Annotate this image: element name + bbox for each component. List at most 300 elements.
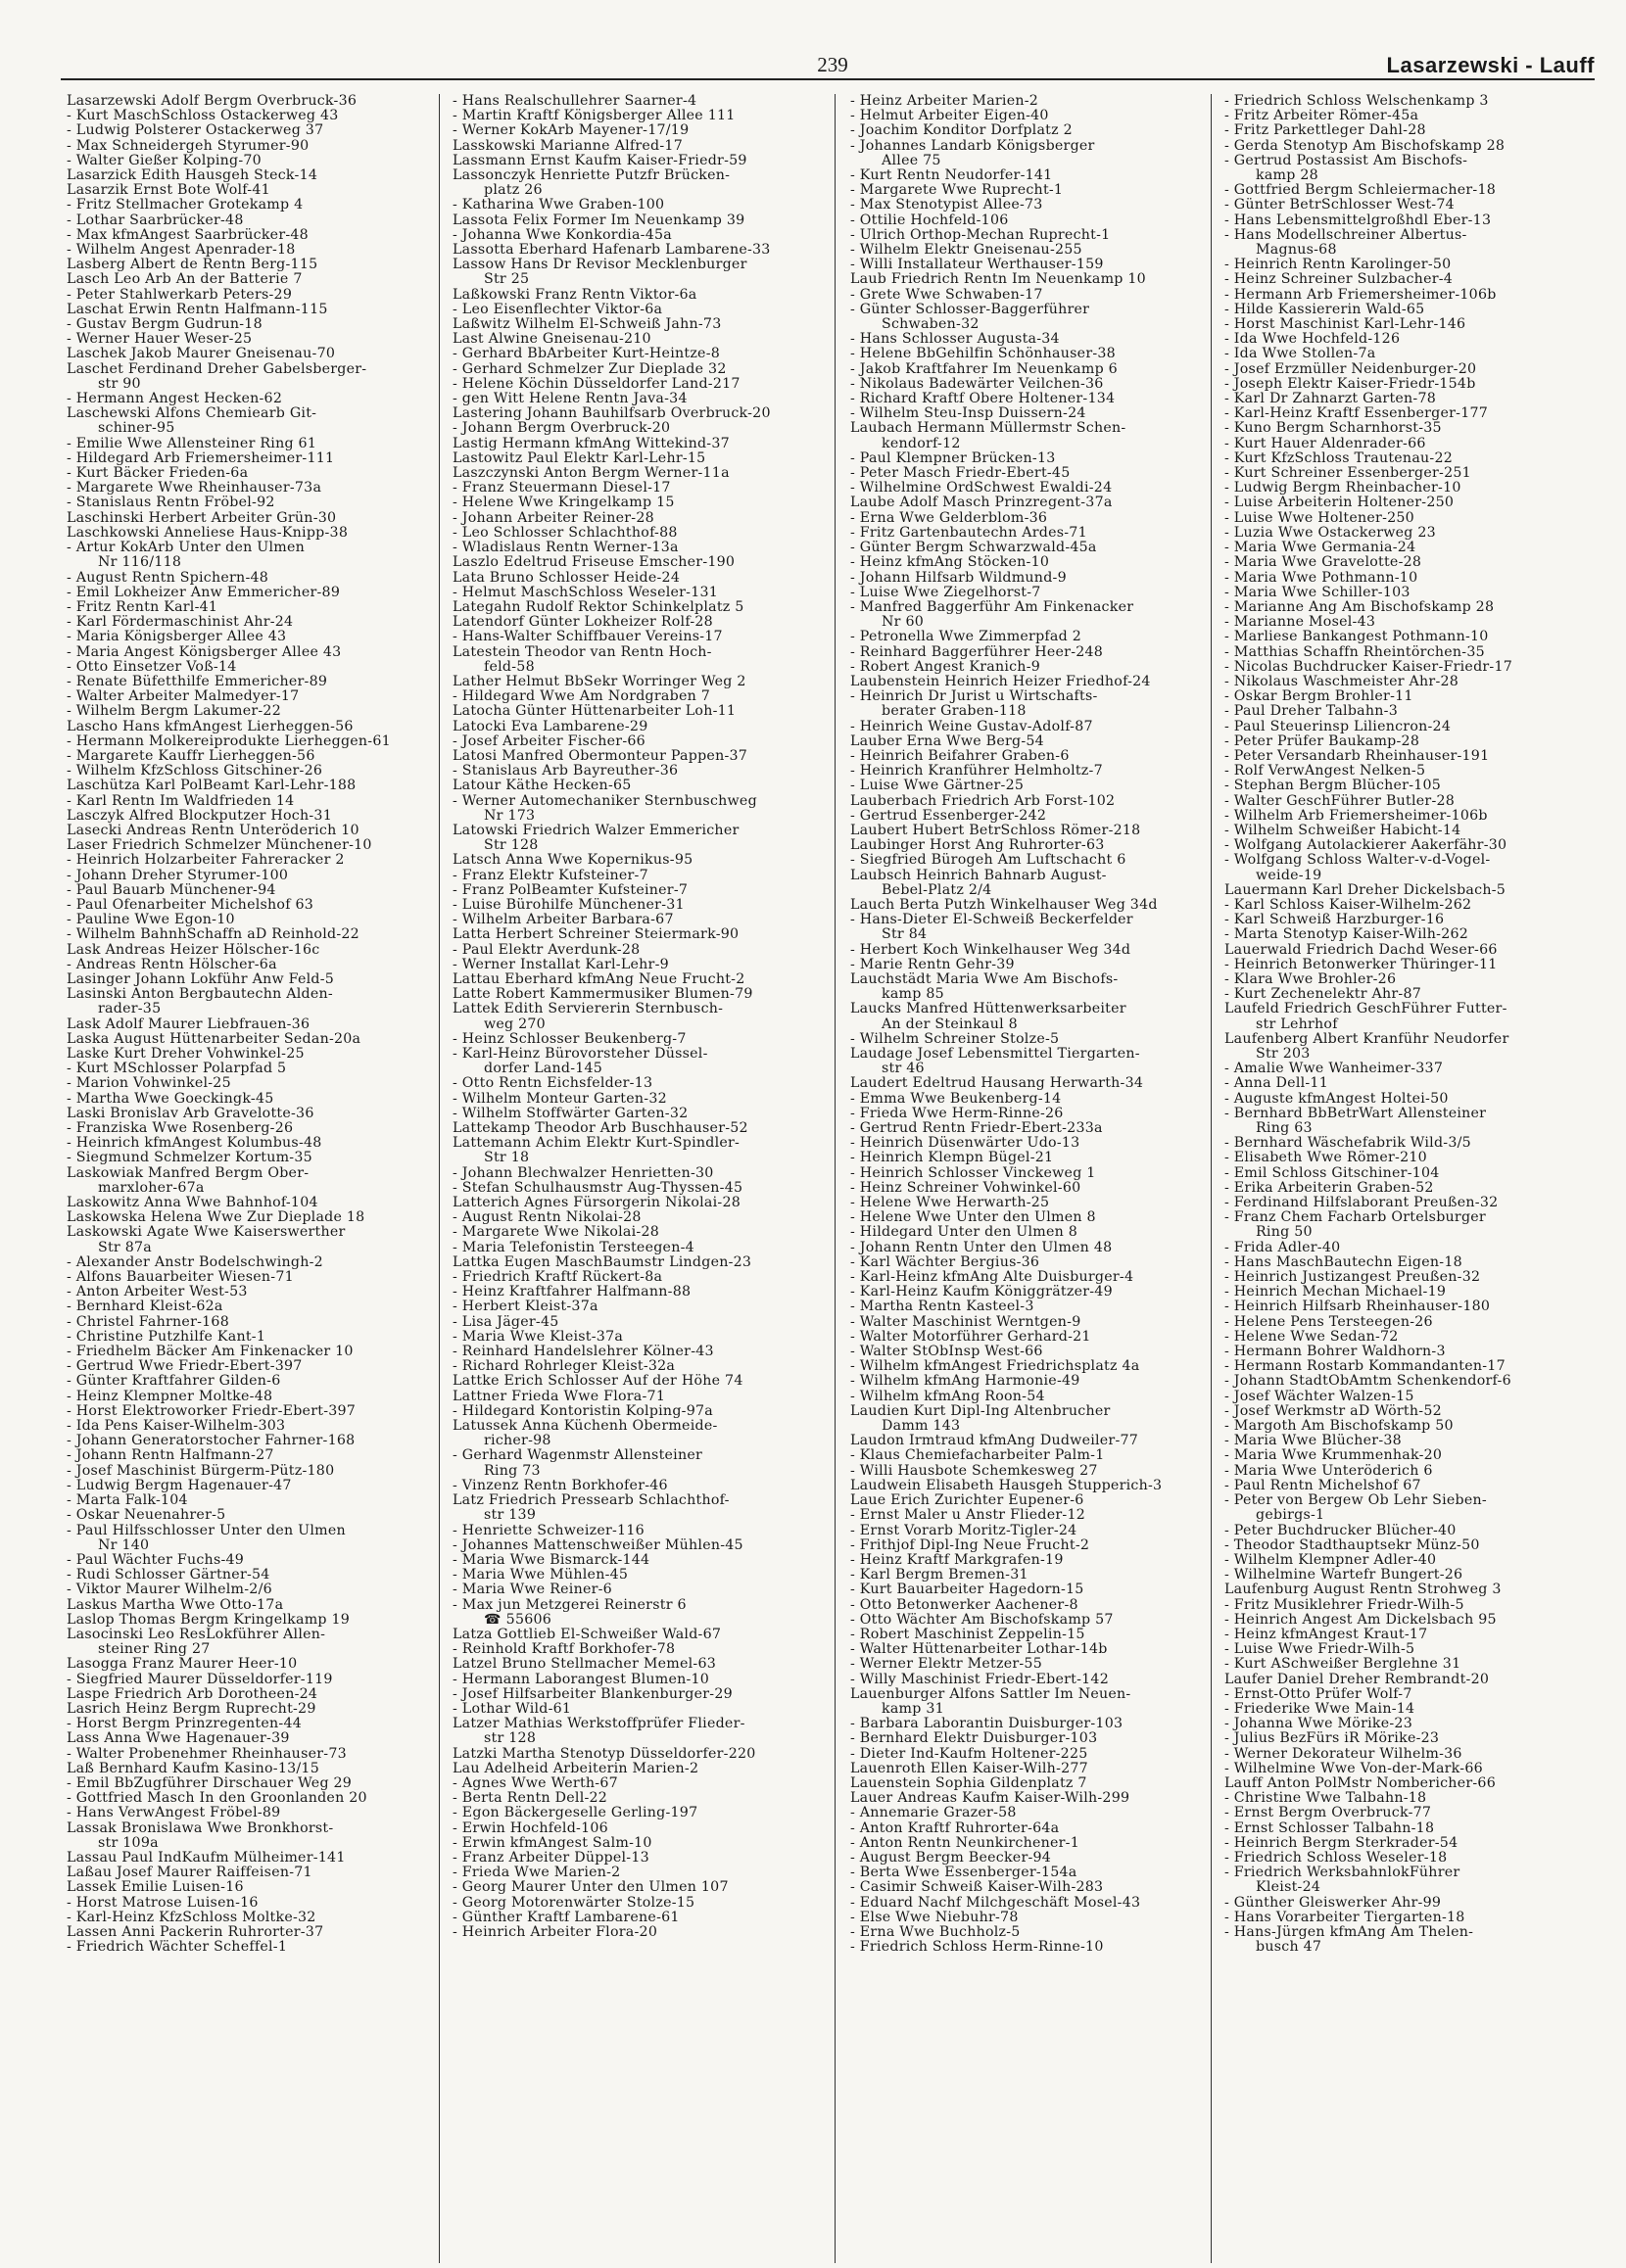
entry-text: - Wilhelm KfzSchloss Gitschiner-26 bbox=[67, 763, 323, 780]
directory-entry bbox=[67, 1196, 454, 1210]
entry-text: Latosi Manfred Obermonteur Pappen-37 bbox=[453, 747, 748, 764]
entry-text: Laubinger Horst Ang Ruhrorter-63 bbox=[850, 837, 1105, 854]
entry-continuation: weide-19 bbox=[1256, 867, 1322, 883]
directory-entry bbox=[67, 586, 454, 600]
entry-text: - Lothar Wild-61 bbox=[453, 1700, 572, 1717]
entry-text: Lascho Hans kfmAngest Lierheggen-56 bbox=[67, 718, 354, 734]
directory-entry bbox=[453, 1880, 839, 1895]
entry-text: - Josef Hilfsarbeiter Blankenburger-29 bbox=[453, 1685, 733, 1702]
directory-entry bbox=[850, 332, 1237, 347]
entry-text: Laubert Hubert BetrSchloss Römer-218 bbox=[850, 822, 1141, 838]
directory-entry bbox=[850, 1568, 1237, 1583]
directory-entry bbox=[67, 347, 454, 361]
directory-entry bbox=[453, 362, 839, 377]
directory-entry bbox=[453, 1896, 839, 1911]
entry-text: - Wilhelm Angest Apenrader-18 bbox=[67, 242, 296, 259]
entry-text: - Hermann Molkereiprodukte Lierheggen-61 bbox=[67, 732, 391, 749]
entry-text: - Stephan Bergm Blücher-105 bbox=[1224, 778, 1442, 794]
entry-text: - Willy Maschinist Friedr-Ebert-142 bbox=[850, 1671, 1109, 1687]
entry-text: - Hildegard Kontoristin Kolping-97a bbox=[453, 1402, 713, 1419]
entry-text: Lasogga Franz Maurer Heer-10 bbox=[67, 1656, 298, 1673]
directory-entry bbox=[67, 1330, 454, 1345]
directory-entry bbox=[1224, 1866, 1611, 1895]
entry-text: - Frithjof Dipl-Ing Neue Frucht-2 bbox=[850, 1536, 1090, 1553]
entry-text: Laßwitz Wilhelm El-Schweiß Jahn-73 bbox=[453, 316, 722, 333]
entry-text: Lauermann Karl Dreher Dickelsbach-5 bbox=[1224, 881, 1506, 898]
entry-text: - Ulrich Orthop-Mechan Ruprecht-1 bbox=[850, 226, 1111, 243]
directory-entry bbox=[1224, 1538, 1611, 1553]
entry-text: - Eduard Nachf Milchgeschäft Mosel-43 bbox=[850, 1894, 1141, 1911]
column-divider bbox=[835, 94, 836, 2263]
entry-continuation: platz 26 bbox=[484, 182, 543, 199]
entry-text: - Paul Bauarb Münchener-94 bbox=[67, 881, 276, 898]
entry-continuation: marxloher-67a bbox=[98, 1179, 205, 1196]
entry-text: - Hildegard Wwe Am Nordgraben 7 bbox=[453, 688, 711, 705]
directory-entry bbox=[850, 1836, 1237, 1851]
entry-text: - Heinz Schlosser Beukenberg-7 bbox=[453, 1030, 687, 1047]
directory-entry bbox=[453, 1657, 839, 1672]
entry-text: Laudwein Elisabeth Hausgeh Stupperich-3 bbox=[850, 1477, 1163, 1493]
directory-entry bbox=[850, 824, 1237, 838]
directory-entry bbox=[850, 1731, 1237, 1746]
directory-entry bbox=[1224, 377, 1611, 392]
directory-entry bbox=[453, 421, 839, 436]
directory-entry bbox=[850, 972, 1237, 1002]
directory-entry bbox=[850, 1121, 1237, 1136]
entry-text: - Erna Wwe Buchholz-5 bbox=[850, 1923, 1021, 1940]
directory-entry bbox=[453, 645, 839, 675]
entry-continuation: weg 270 bbox=[484, 1016, 546, 1032]
directory-entry bbox=[453, 883, 839, 898]
entry-text: - Helene Wwe Herwarth-25 bbox=[850, 1195, 1050, 1211]
directory-entry bbox=[67, 883, 454, 898]
directory-entry bbox=[1224, 645, 1611, 660]
entry-text: - Willi Installateur Werthauser-159 bbox=[850, 257, 1104, 273]
entry-text: - Friedrich WerksbahnlokFührer bbox=[1224, 1865, 1460, 1881]
directory-entry bbox=[67, 109, 454, 123]
directory-entry bbox=[1224, 1553, 1611, 1568]
entry-continuation: Nr 60 bbox=[882, 614, 925, 631]
directory-entry bbox=[67, 1568, 454, 1583]
entry-text: Laucks Manfred Hüttenwerksarbeiter bbox=[850, 1001, 1126, 1017]
entry-text: - Margarete Kauffr Lierheggen-56 bbox=[67, 747, 315, 764]
directory-entry bbox=[453, 1002, 839, 1031]
entry-continuation: berater Graben-118 bbox=[882, 703, 1027, 720]
entry-text: - Oskar Neuenahrer-5 bbox=[67, 1507, 226, 1524]
entry-text: Lattner Frieda Wwe Flora-71 bbox=[453, 1388, 666, 1404]
entry-text: Lask Adolf Maurer Liebfrauen-36 bbox=[67, 1016, 311, 1032]
entry-text: - Erwin kfmAngest Salm-10 bbox=[453, 1834, 652, 1851]
directory-entry bbox=[67, 1374, 454, 1389]
directory-entry bbox=[453, 466, 839, 481]
directory-entry bbox=[1224, 1836, 1611, 1851]
directory-column-3 bbox=[850, 94, 1237, 2263]
entry-text: - Günter Kraftfahrer Gilden-6 bbox=[67, 1373, 281, 1390]
entry-text: - Christine Putzhilfe Kant-1 bbox=[67, 1328, 266, 1345]
header-rule bbox=[61, 78, 1595, 80]
entry-text: - Annemarie Grazer-58 bbox=[850, 1805, 1017, 1821]
directory-entry bbox=[1224, 913, 1611, 927]
directory-entry bbox=[453, 1166, 839, 1181]
entry-text: Laufenberg Albert Kranführ Neudorfer bbox=[1224, 1030, 1509, 1047]
entry-text: - Heinz kfmAngest Kraut-17 bbox=[1224, 1626, 1428, 1642]
entry-text: - Karl Wächter Bergius-36 bbox=[850, 1253, 1040, 1270]
entry-continuation: Str 25 bbox=[484, 271, 530, 288]
directory-entry bbox=[453, 1121, 839, 1136]
entry-text: - Max Stenotypist Allee-73 bbox=[850, 197, 1043, 213]
directory-entry bbox=[850, 1880, 1237, 1895]
directory-entry bbox=[1224, 927, 1611, 942]
entry-text: - Horst Bergm Prinzregenten-44 bbox=[67, 1716, 302, 1732]
directory-entry bbox=[453, 1448, 839, 1478]
entry-continuation: Nr 173 bbox=[484, 807, 536, 824]
entry-text: - Heinrich Justizangest Preußen-32 bbox=[1224, 1269, 1481, 1286]
directory-entry bbox=[453, 243, 839, 258]
entry-text: - Ottilie Hochfeld-106 bbox=[850, 212, 1009, 228]
directory-entry bbox=[1224, 779, 1611, 793]
entry-text: - Maria Wwe Gravelotte-28 bbox=[1224, 554, 1422, 571]
entry-text: - Gerda Stenotyp Am Bischofskamp 28 bbox=[1224, 137, 1506, 154]
entry-text: - Wolfgang Autolackierer Aakerfähr-30 bbox=[1224, 837, 1507, 854]
directory-entry bbox=[453, 1345, 839, 1359]
directory-entry bbox=[67, 1866, 454, 1880]
directory-entry bbox=[67, 734, 454, 749]
entry-text: - Werner Automechaniker Sternbuschweg bbox=[453, 792, 757, 809]
entry-continuation: Str 87a bbox=[98, 1239, 152, 1255]
directory-entry bbox=[453, 987, 839, 1002]
directory-entry bbox=[453, 1076, 839, 1091]
directory-entry bbox=[1224, 853, 1611, 882]
entry-text: - Martin Kraftf Königsberger Allee 111 bbox=[453, 108, 736, 124]
entry-continuation: str 90 bbox=[98, 375, 141, 392]
directory-entry bbox=[67, 630, 454, 644]
directory-entry bbox=[453, 1866, 839, 1880]
entry-text: - Viktor Maurer Wilhelm-2/6 bbox=[67, 1582, 272, 1598]
directory-entry bbox=[67, 1717, 454, 1731]
directory-entry bbox=[453, 1717, 839, 1746]
directory-entry bbox=[453, 511, 839, 526]
directory-entry bbox=[1224, 1717, 1611, 1731]
directory-entry bbox=[1224, 406, 1611, 421]
entry-text: - August Rentn Nikolai-28 bbox=[453, 1209, 642, 1226]
entry-text: Laska August Hüttenarbeiter Sedan-20a bbox=[67, 1030, 361, 1047]
directory-entry bbox=[850, 168, 1237, 183]
directory-entry bbox=[1224, 317, 1611, 332]
entry-text: Lauenburger Alfons Sattler Im Neuen- bbox=[850, 1685, 1131, 1702]
entry-text: - Heinrich Holzarbeiter Fahreracker 2 bbox=[67, 852, 345, 869]
entry-text: Lauerwald Friedrich Dachd Weser-66 bbox=[1224, 941, 1498, 958]
directory-entry bbox=[453, 198, 839, 213]
entry-text: - Heinrich Beifahrer Graben-6 bbox=[850, 747, 1070, 764]
entry-text: - gen Witt Helene Rentn Java-34 bbox=[453, 391, 688, 407]
directory-entry bbox=[67, 1299, 454, 1314]
entry-text: - Artur KokArb Unter den Ulmen bbox=[67, 540, 306, 556]
directory-entry bbox=[67, 1613, 454, 1628]
entry-text: - Erna Wwe Gelderblom-36 bbox=[850, 509, 1048, 526]
directory-entry bbox=[453, 1374, 839, 1389]
entry-text: - Ida Pens Kaiser-Wilhelm-303 bbox=[67, 1418, 286, 1435]
entry-continuation: gebirgs-1 bbox=[1256, 1507, 1325, 1524]
entry-text: Laubsch Heinrich Bahnarb August- bbox=[850, 867, 1107, 883]
directory-entry bbox=[1224, 481, 1611, 496]
directory-entry bbox=[1224, 883, 1611, 898]
directory-entry bbox=[850, 1717, 1237, 1731]
entry-text: - Heinrich Betonwerker Thüringer-11 bbox=[1224, 956, 1498, 972]
entry-text: - Elisabeth Wwe Römer-210 bbox=[1224, 1150, 1427, 1166]
entry-text: - Emil Lokheizer Anw Emmericher-89 bbox=[67, 584, 341, 600]
entry-text: - Fritz Stellmacher Grotekamp 4 bbox=[67, 197, 304, 213]
entry-text: Laschütza Karl PolBeamt Karl-Lehr-188 bbox=[67, 778, 357, 794]
directory-entry bbox=[850, 675, 1237, 689]
entry-text: - Peter Prüfer Baukamp-28 bbox=[1224, 732, 1420, 749]
directory-entry bbox=[850, 347, 1237, 361]
entry-text: - Kurt KfzSchloss Trautenau-22 bbox=[1224, 449, 1454, 466]
directory-entry bbox=[850, 555, 1237, 570]
entry-text: Lau Adelheid Arbeiterin Marien-2 bbox=[453, 1760, 699, 1776]
directory-entry bbox=[67, 1270, 454, 1285]
entry-text: Latocha Günter Hüttenarbeiter Loh-11 bbox=[453, 703, 737, 720]
entry-text: - Hildegard Arb Friemersheimer-111 bbox=[67, 449, 335, 466]
directory-entry bbox=[850, 1136, 1237, 1151]
directory-entry bbox=[850, 1479, 1237, 1493]
entry-text: - Reinhold Kraftf Borkhofer-78 bbox=[453, 1641, 676, 1658]
entry-text: Lauber Erna Wwe Berg-54 bbox=[850, 732, 1044, 749]
directory-entry bbox=[1224, 1747, 1611, 1762]
directory-entry bbox=[850, 541, 1237, 555]
entry-text: - Renate Büfetthilfe Emmericher-89 bbox=[67, 673, 328, 689]
entry-text: - Andreas Rentn Hölscher-6a bbox=[67, 956, 277, 972]
directory-entry bbox=[850, 1553, 1237, 1568]
entry-text: - Karl Dr Zahnarzt Garten-78 bbox=[1224, 391, 1437, 407]
entry-text: Lattau Eberhard kfmAng Neue Frucht-2 bbox=[453, 970, 745, 987]
directory-entry bbox=[850, 228, 1237, 243]
directory-entry bbox=[1224, 720, 1611, 734]
entry-text: - Heinrich Bergm Sterkrader-54 bbox=[1224, 1834, 1459, 1851]
directory-entry bbox=[1224, 600, 1611, 615]
entry-text: - Anna Dell-11 bbox=[1224, 1075, 1328, 1092]
directory-entry bbox=[1224, 1613, 1611, 1628]
entry-text: - Walter StObInsp West-66 bbox=[850, 1344, 1043, 1360]
entry-text: Laßau Josef Maurer Raiffeisen-71 bbox=[67, 1865, 312, 1881]
entry-text: - Emma Wwe Beukenberg-14 bbox=[850, 1090, 1062, 1107]
directory-entry bbox=[1224, 1628, 1611, 1642]
directory-entry bbox=[67, 1553, 454, 1568]
entry-text: - Josef Erzmüller Neidenburger-20 bbox=[1224, 360, 1477, 377]
entry-text: Lassen Anni Packerin Ruhrorter-37 bbox=[67, 1923, 324, 1940]
entry-text: - Luise Bürohilfe Münchener-31 bbox=[453, 896, 685, 913]
directory-entry bbox=[1224, 303, 1611, 317]
entry-text: - Alfons Bauarbeiter Wiesen-71 bbox=[67, 1269, 294, 1286]
entry-text: - Heinrich Rentn Karolinger-50 bbox=[1224, 257, 1452, 273]
directory-entry bbox=[453, 123, 839, 138]
directory-entry bbox=[453, 1821, 839, 1836]
directory-entry bbox=[850, 1821, 1237, 1836]
entry-text: - Helene Köchin Düsseldorfer Land-217 bbox=[453, 375, 741, 392]
directory-entry bbox=[1224, 704, 1611, 719]
directory-entry bbox=[1224, 213, 1611, 228]
directory-entry bbox=[850, 392, 1237, 406]
entry-text: - Joachim Konditor Dorfplatz 2 bbox=[850, 122, 1073, 139]
directory-entry bbox=[1224, 332, 1611, 347]
directory-entry bbox=[453, 1241, 839, 1255]
directory-entry bbox=[1224, 362, 1611, 377]
directory-entry bbox=[1224, 1315, 1611, 1330]
entry-text: - Paul Rentn Michelshof 67 bbox=[1224, 1477, 1421, 1493]
entry-text: - Wilhelm Schreiner Stolze-5 bbox=[850, 1030, 1060, 1047]
entry-text: - Leo Eisenflechter Viktor-6a bbox=[453, 301, 663, 317]
directory-entry bbox=[453, 1479, 839, 1493]
directory-entry bbox=[67, 1731, 454, 1746]
directory-entry bbox=[1224, 437, 1611, 451]
directory-entry bbox=[850, 466, 1237, 481]
entry-text: - Werner Installat Karl-Lehr-9 bbox=[453, 956, 669, 972]
directory-entry bbox=[453, 109, 839, 123]
entry-text: Laschat Erwin Rentn Halfmann-115 bbox=[67, 301, 328, 317]
entry-text: Lasch Leo Arb An der Batterie 7 bbox=[67, 271, 303, 288]
entry-text: - Karl-Heinz KfzSchloss Moltke-32 bbox=[67, 1909, 316, 1925]
directory-entry bbox=[67, 898, 454, 913]
directory-entry bbox=[1224, 1092, 1611, 1107]
directory-entry bbox=[850, 1166, 1237, 1181]
directory-entry bbox=[453, 1583, 839, 1597]
entry-text: Lasskowski Marianne Alfred-17 bbox=[453, 137, 683, 154]
directory-entry bbox=[453, 1047, 839, 1076]
directory-entry bbox=[453, 869, 839, 883]
entry-text: Laufeld Friedrich GeschFührer Futter- bbox=[1224, 1001, 1507, 1017]
directory-entry bbox=[850, 258, 1237, 272]
directory-entry bbox=[850, 1776, 1237, 1791]
entry-text: - Josef Maschinist Bürgerm-Pütz-180 bbox=[67, 1462, 335, 1479]
directory-entry bbox=[1224, 571, 1611, 586]
directory-entry bbox=[453, 689, 839, 704]
entry-text: - Heinz Schreiner Sulzbacher-4 bbox=[1224, 271, 1454, 288]
directory-entry bbox=[453, 853, 839, 868]
directory-entry bbox=[850, 645, 1237, 660]
entry-text: - Hans Lebensmittelgroßhdl Eber-13 bbox=[1224, 212, 1492, 228]
entry-text: - Friedhelm Bäcker Am Finkenacker 10 bbox=[67, 1344, 354, 1360]
entry-text: - Lisa Jäger-45 bbox=[453, 1313, 559, 1330]
directory-entry bbox=[67, 927, 454, 942]
entry-text: - Karl Fördermaschinist Ahr-24 bbox=[67, 614, 294, 631]
directory-entry bbox=[1224, 1166, 1611, 1181]
directory-entry bbox=[67, 824, 454, 838]
entry-text: - Maria Wwe Germania-24 bbox=[1224, 540, 1416, 556]
entry-text: - Walter Motorführer Gerhard-21 bbox=[850, 1328, 1091, 1345]
entry-text: Lassow Hans Dr Revisor Mecklenburger bbox=[453, 257, 747, 273]
directory-entry bbox=[453, 1911, 839, 1925]
directory-entry bbox=[453, 615, 839, 630]
entry-text: - Kurt Bäcker Frieden-6a bbox=[67, 465, 249, 482]
directory-entry bbox=[67, 496, 454, 510]
directory-entry bbox=[1224, 1390, 1611, 1404]
directory-entry bbox=[850, 481, 1237, 496]
directory-entry bbox=[453, 1568, 839, 1583]
directory-entry bbox=[453, 1687, 839, 1702]
entry-text: - Maria Wwe Bismarck-144 bbox=[453, 1551, 650, 1568]
entry-text: - Karl Bergm Bremen-31 bbox=[850, 1567, 1028, 1583]
entry-text: - Wilhelm Arb Friemersheimer-106b bbox=[1224, 807, 1488, 824]
directory-entry bbox=[1224, 809, 1611, 824]
entry-text: - Franziska Wwe Rosenberg-26 bbox=[67, 1120, 294, 1137]
directory-entry bbox=[453, 1330, 839, 1345]
directory-entry bbox=[453, 1225, 839, 1240]
directory-entry bbox=[67, 1255, 454, 1270]
entry-text: - Otto Betonwerker Aachener-8 bbox=[850, 1596, 1078, 1613]
entry-text: - Karl-Heinz Kraftf Essenberger-177 bbox=[1224, 405, 1489, 422]
directory-entry bbox=[850, 1092, 1237, 1107]
entry-text: Lasczyk Alfred Blockputzer Hoch-31 bbox=[67, 807, 332, 824]
entry-text: Lattemann Achim Elektr Kurt-Spindler- bbox=[453, 1135, 741, 1152]
directory-entry bbox=[453, 586, 839, 600]
directory-entry bbox=[1224, 615, 1611, 630]
entry-text: Laudon Irmtraud kfmAng Dudweiler-77 bbox=[850, 1433, 1139, 1449]
directory-entry bbox=[1224, 1598, 1611, 1613]
directory-entry bbox=[67, 317, 454, 332]
entry-text: - Kurt Rentn Neudorfer-141 bbox=[850, 167, 1053, 184]
entry-text: - Peter von Bergew Ob Lehr Sieben- bbox=[1224, 1492, 1487, 1509]
entry-text: - Hans Vorarbeiter Tiergarten-18 bbox=[1224, 1909, 1465, 1925]
entry-continuation: Schwaben-32 bbox=[882, 316, 980, 333]
directory-entry bbox=[67, 749, 454, 764]
entry-text: Laskus Martha Wwe Otto-17a bbox=[67, 1596, 284, 1613]
entry-text: Lasarzewski Adolf Bergm Overbruck-36 bbox=[67, 94, 358, 109]
directory-entry bbox=[1224, 1851, 1611, 1866]
directory-entry bbox=[1224, 228, 1611, 258]
directory-entry bbox=[453, 794, 839, 824]
entry-text: - Anton Kraftf Ruhrorter-64a bbox=[850, 1819, 1060, 1836]
entry-text: - Maria Wwe Unteröderich 6 bbox=[1224, 1462, 1433, 1479]
entry-text: - Margarete Wwe Rheinhauser-73a bbox=[67, 480, 322, 496]
directory-entry bbox=[850, 1345, 1237, 1359]
entry-text: Lauberbach Friedrich Arb Forst-102 bbox=[850, 792, 1116, 809]
entry-text: - Max jun Metzgerei Reinerstr 6 bbox=[453, 1596, 687, 1613]
entry-text: - Heinrich Arbeiter Flora-20 bbox=[453, 1923, 658, 1940]
directory-entry bbox=[453, 972, 839, 987]
entry-text: - Else Wwe Niebuhr-78 bbox=[850, 1909, 1019, 1925]
directory-entry bbox=[1224, 183, 1611, 198]
entry-text: - Willi Hausbote Schemkesweg 27 bbox=[850, 1462, 1098, 1479]
directory-entry bbox=[453, 704, 839, 719]
entry-continuation: str 46 bbox=[882, 1061, 925, 1077]
entry-text: - Ida Wwe Stollen-7a bbox=[1224, 346, 1376, 362]
entry-text: - Johann Arbeiter Reiner-28 bbox=[453, 509, 654, 526]
entry-text: - Wilhelmine Wartefr Bungert-26 bbox=[1224, 1567, 1463, 1583]
directory-entry bbox=[67, 213, 454, 228]
entry-text: - Walter GeschFührer Butler-28 bbox=[1224, 792, 1456, 809]
entry-text: - Paul Klempner Brücken-13 bbox=[850, 449, 1056, 466]
directory-entry bbox=[453, 1747, 839, 1762]
directory-entry bbox=[1224, 1062, 1611, 1076]
directory-column-4 bbox=[1224, 94, 1611, 2263]
entry-text: - Friedrich Kraftf Rückert-8a bbox=[453, 1269, 663, 1286]
directory-entry bbox=[453, 317, 839, 332]
directory-entry bbox=[67, 1851, 454, 1866]
directory-entry bbox=[67, 1390, 454, 1404]
directory-entry bbox=[67, 1404, 454, 1419]
entry-text: Lasrich Heinz Bergm Ruprecht-29 bbox=[67, 1700, 316, 1717]
entry-continuation: Magnus-68 bbox=[1256, 242, 1337, 259]
directory-entry bbox=[67, 958, 454, 972]
entry-text: - Oskar Bergm Brohler-11 bbox=[1224, 688, 1413, 705]
entry-text: Lategahn Rudolf Rektor Schinkelplatz 5 bbox=[453, 598, 744, 615]
entry-continuation: kamp 31 bbox=[882, 1700, 944, 1717]
entry-text: - Luise Wwe Gärtner-25 bbox=[850, 778, 1025, 794]
entry-text: - Karl Rentn Im Waldfrieden 14 bbox=[67, 792, 295, 809]
directory-column-1 bbox=[67, 94, 454, 2263]
directory-entry bbox=[1224, 794, 1611, 809]
entry-text: - Werner Elektr Metzer-55 bbox=[850, 1656, 1042, 1673]
entry-text: Latsch Anna Wwe Kopernikus-95 bbox=[453, 852, 693, 869]
